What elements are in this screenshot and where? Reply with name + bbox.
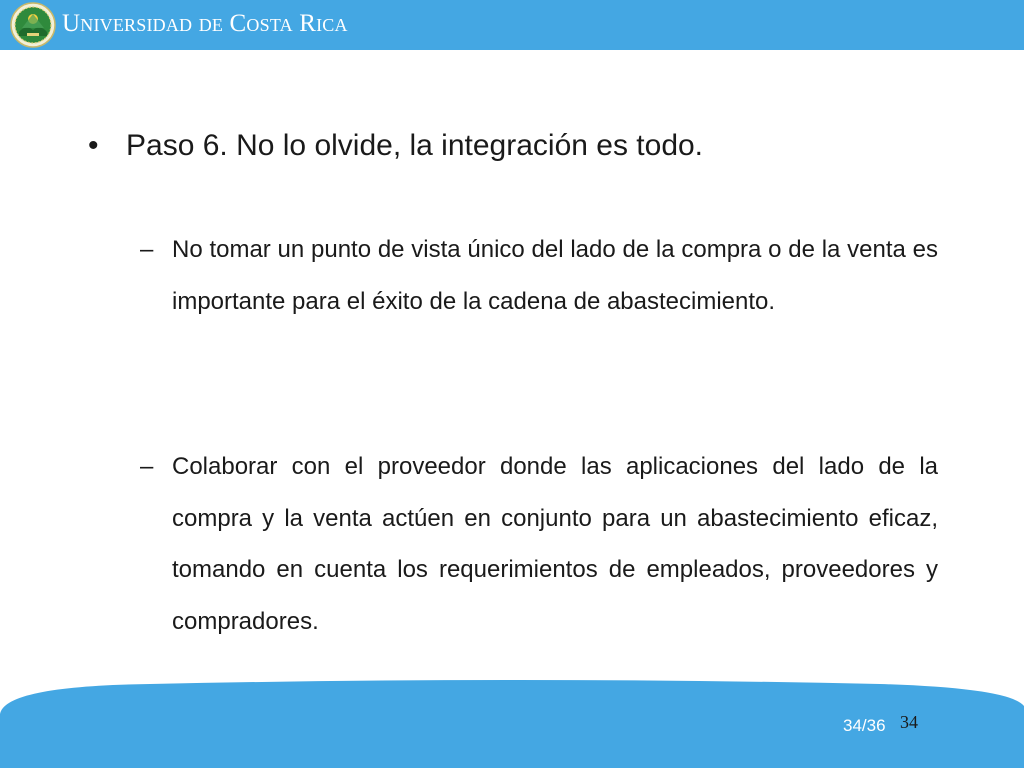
sub-bullet-2 bbox=[140, 441, 938, 647]
sub-bullet-dash: – bbox=[140, 453, 154, 480]
sub-bullet-dash: – bbox=[140, 236, 154, 263]
sub-bullet-1 bbox=[140, 224, 938, 327]
sub-bullet-text: No tomar un punto de vista único del lado de la compra o de la venta es importante para el éxito de la cadena de abastecimiento. bbox=[172, 236, 938, 315]
slide-number: 34 bbox=[900, 712, 918, 732]
university-name: Universidad de Costa Rica bbox=[62, 10, 348, 37]
page-counter: 34/36 bbox=[843, 716, 886, 735]
main-bullet bbox=[88, 124, 703, 168]
bullet-dot: • bbox=[88, 129, 99, 162]
sub-bullet-text: Colaborar con el proveedor donde las aplicaciones del lado de la compra y la venta actúen en conjunto para un abastecimiento eficaz, tomando en cuenta los requerimientos de empleados, proveedores y compradores. bbox=[172, 453, 938, 635]
main-bullet-text: Paso 6. No lo olvide, la integración es todo. bbox=[126, 129, 704, 162]
